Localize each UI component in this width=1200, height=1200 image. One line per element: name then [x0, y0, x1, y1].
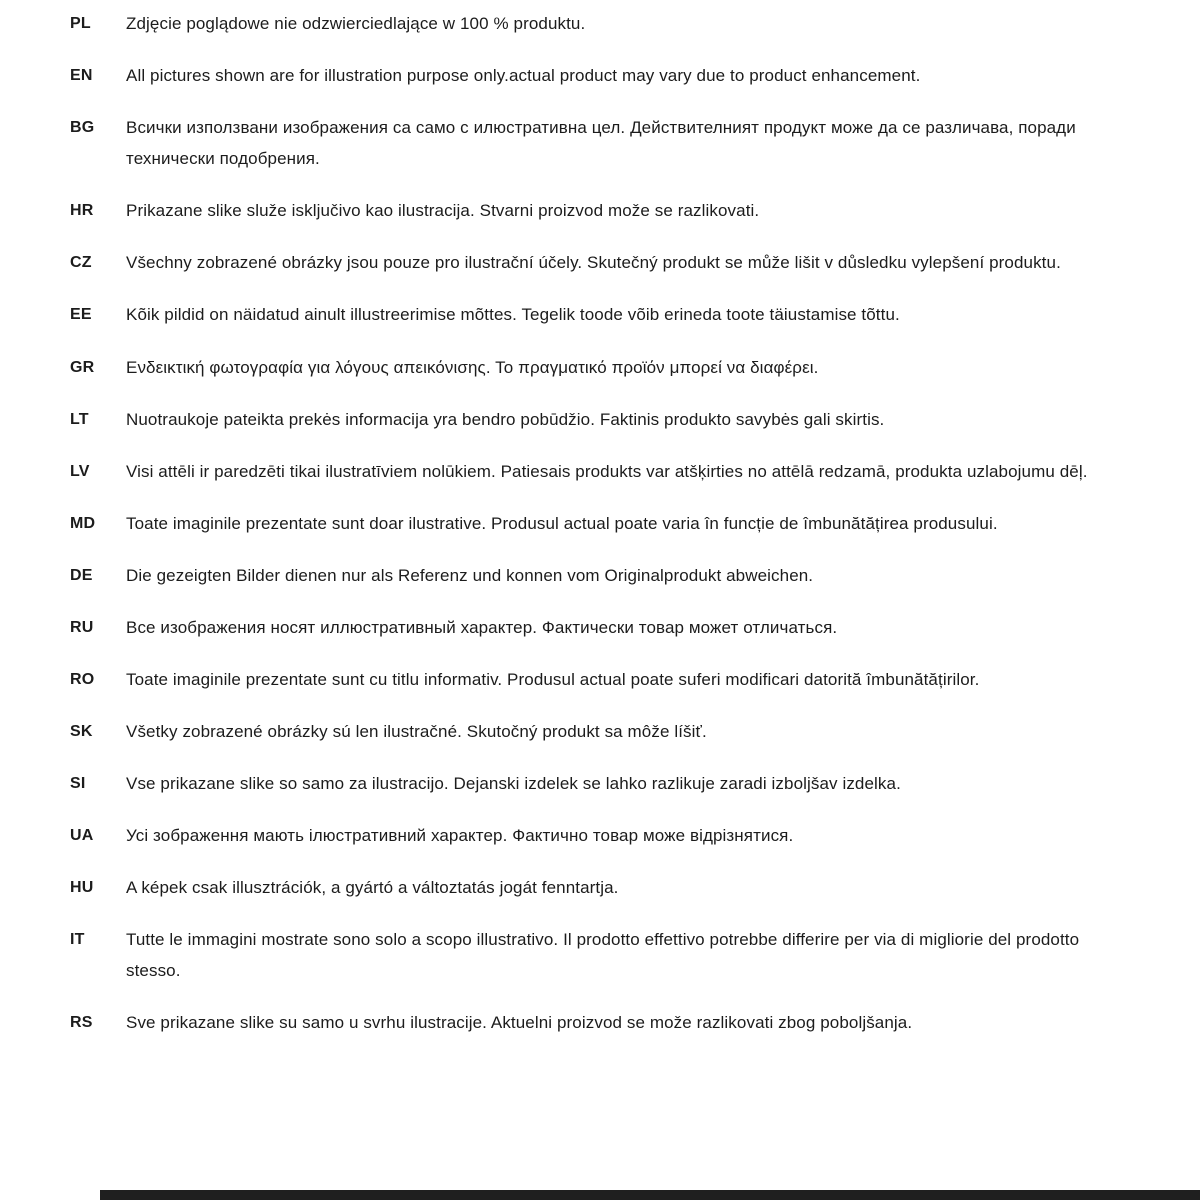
language-code: CZ [70, 254, 92, 271]
list-item [70, 1007, 1130, 1038]
list-item [70, 404, 1130, 435]
disclaimer-text: A képek csak illusztrációk, a gyártó a változtatás jogát fenntartja. [126, 878, 619, 897]
language-code: RU [70, 619, 94, 636]
list-item [70, 352, 1130, 383]
disclaimer-text: Všetky zobrazené obrázky sú len ilustračné. Skutočný produkt sa môže líšiť. [126, 722, 707, 741]
disclaimer-text: Visi attēli ir paredzēti tikai ilustratīviem nolūkiem. Patiesais produkts var atšķirties no attēlā redzamā, produkta uzlabojumu dēļ. [126, 462, 1088, 481]
list-item [70, 820, 1130, 851]
language-code: PL [70, 15, 91, 32]
disclaimer-text: Tutte le immagini mostrate sono solo a scopo illustrativo. Il prodotto effettivo potrebbe differire per via di migliorie del prodotto stesso. [126, 930, 1080, 980]
disclaimer-text: Kõik pildid on näidatud ainult illustreerimise mõttes. Tegelik toode võib erineda toote täiustamise tõttu. [126, 305, 900, 324]
list-item [70, 60, 1130, 91]
disclaimer-text: Vse prikazane slike so samo za ilustracijo. Dejanski izdelek se lahko razlikuje zaradi izboljšav izdelka. [126, 774, 901, 793]
list-item [70, 924, 1130, 986]
list-item [70, 768, 1130, 799]
language-code: LV [70, 463, 90, 480]
list-item [70, 716, 1130, 747]
disclaimer-text: Toate imaginile prezentate sunt doar ilustrative. Produsul actual poate varia în funcție de îmbunătățirea produsului. [126, 514, 998, 533]
language-code: DE [70, 567, 93, 584]
bottom-bar [100, 1190, 1200, 1200]
language-code: MD [70, 515, 96, 532]
language-code: UA [70, 827, 94, 844]
list-item [70, 247, 1130, 278]
disclaimer-text: Всички използвани изображения са само с илюстративна цел. Действителният продукт може да се различава, поради технически подобрения. [126, 118, 1076, 168]
disclaimer-text: Toate imaginile prezentate sunt cu titlu informativ. Produsul actual poate suferi modificari datorită îmbunătățirilor. [126, 670, 980, 689]
language-code: EN [70, 67, 93, 84]
language-code: BG [70, 119, 95, 136]
list-item [70, 8, 1130, 39]
language-code: HR [70, 202, 94, 219]
list-item [70, 456, 1130, 487]
list-item [70, 195, 1130, 226]
list-item [70, 664, 1130, 695]
list-item [70, 112, 1130, 174]
disclaimer-text: Усі зображення мають ілюстративний характер. Фактично товар може відрізнятися. [126, 826, 794, 845]
language-code: SK [70, 723, 93, 740]
disclaimer-text: Všechny zobrazené obrázky jsou pouze pro ilustrační účely. Skutečný produkt se může lišit v důsledku vylepšení produktu. [126, 253, 1061, 272]
disclaimer-text: Die gezeigten Bilder dienen nur als Referenz und konnen vom Originalprodukt abweichen. [126, 566, 814, 585]
language-code: HU [70, 879, 94, 896]
disclaimer-text: All pictures shown are for illustration purpose only.actual product may vary due to product enhancement. [126, 66, 921, 85]
disclaimer-text: Nuotraukoje pateikta prekės informacija yra bendro pobūdžio. Faktinis produkto savybės gali skirtis. [126, 410, 885, 429]
list-item [70, 612, 1130, 643]
language-code: EE [70, 306, 92, 323]
disclaimer-text: Все изображения носят иллюстративный характер. Фактически товар может отличаться. [126, 618, 838, 637]
language-code: RS [70, 1014, 93, 1031]
list-item [70, 299, 1130, 330]
language-code: SI [70, 775, 86, 792]
disclaimer-text: Ενδεικτική φωτογραφία για λόγους απεικόνισης. Το πραγματικό προϊόν μπορεί να διαφέρει. [126, 358, 819, 377]
disclaimer-text: Sve prikazane slike su samo u svrhu ilustracije. Aktuelni proizvod se može razlikovati zbog poboljšanja. [126, 1013, 913, 1032]
disclaimer-text: Zdjęcie poglądowe nie odzwierciedlające w 100 % produktu. [126, 14, 586, 33]
disclaimer-text: Prikazane slike služe isključivo kao ilustracija. Stvarni proizvod može se razlikovati. [126, 201, 760, 220]
language-code: GR [70, 359, 95, 376]
list-item [70, 560, 1130, 591]
list-item [70, 872, 1130, 903]
language-code: RO [70, 671, 95, 688]
language-code: IT [70, 931, 85, 948]
language-code: LT [70, 411, 89, 428]
list-item [70, 508, 1130, 539]
